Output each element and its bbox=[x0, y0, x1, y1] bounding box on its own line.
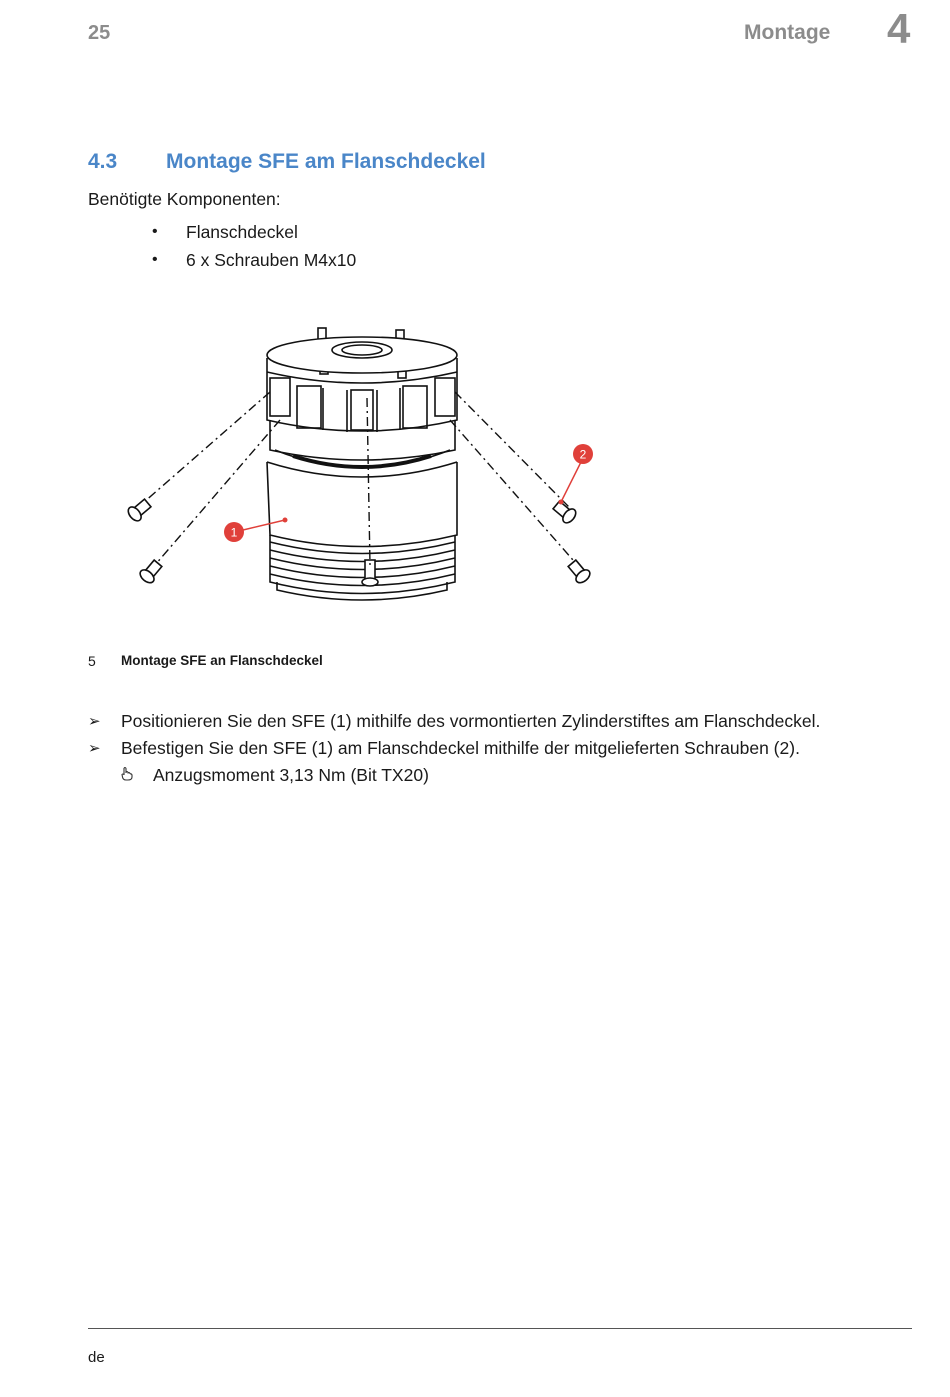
bullet-icon: • bbox=[152, 223, 158, 240]
list-item-text: Flanschdeckel bbox=[186, 222, 298, 242]
figure-caption: Montage SFE an Flanschdeckel bbox=[121, 653, 323, 668]
intro-text: Benötigte Komponenten: bbox=[88, 189, 281, 209]
callout-1 bbox=[224, 518, 288, 543]
instruction-text: Positionieren Sie den SFE (1) mithilfe des vormontierten Zylinderstiftes am Flanschdeckel. bbox=[121, 711, 821, 731]
arrow-marker-icon: ➢ bbox=[88, 713, 101, 730]
list-item-text: 6 x Schrauben M4x10 bbox=[186, 250, 357, 270]
section-number: 4.3 bbox=[88, 150, 118, 173]
arrow-marker-icon: ➢ bbox=[88, 740, 101, 757]
bullet-icon: • bbox=[152, 251, 158, 268]
page-number: 25 bbox=[88, 22, 111, 44]
footer-language: de bbox=[88, 1349, 105, 1366]
header-title: Montage bbox=[744, 21, 831, 44]
hand-pointing-icon bbox=[121, 767, 134, 784]
footer-divider bbox=[88, 1328, 912, 1329]
instruction-text: Befestigen Sie den SFE (1) am Flanschdeckel mithilfe der mitgelieferten Schrauben (2). bbox=[121, 738, 800, 758]
result-text: Anzugsmoment 3,13 Nm (Bit TX20) bbox=[153, 765, 429, 785]
section-title: Montage SFE am Flanschdeckel bbox=[166, 150, 486, 173]
callout-2-label: 2 bbox=[579, 447, 587, 462]
assembly-drawing bbox=[115, 320, 605, 620]
chapter-number: 4 bbox=[887, 5, 911, 52]
callout-2 bbox=[559, 444, 594, 505]
callout-1-label: 1 bbox=[230, 525, 238, 540]
figure-number: 5 bbox=[88, 653, 96, 669]
